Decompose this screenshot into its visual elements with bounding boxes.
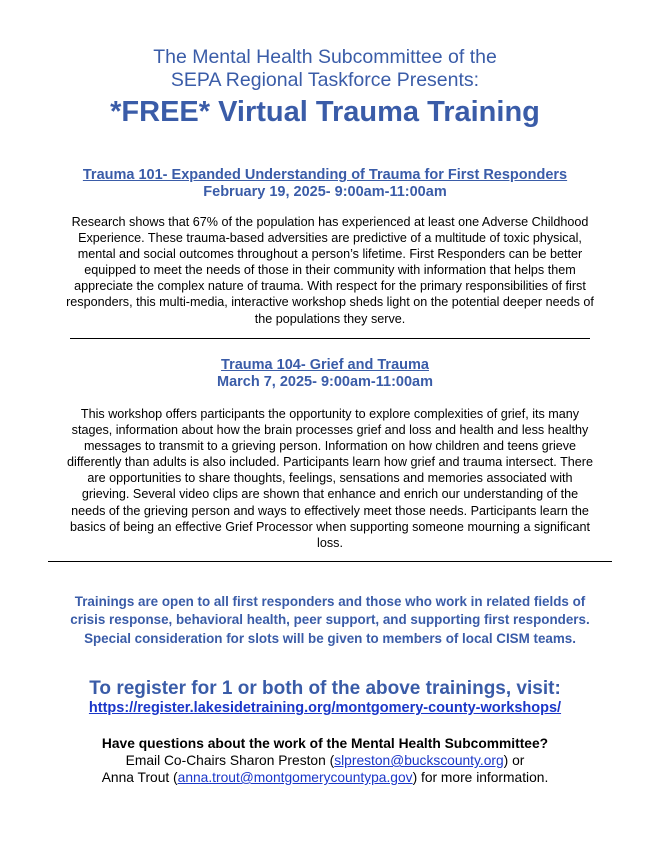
training2-desc-line: basics of being an effective Grief Processor when supporting someone mourning a significant xyxy=(70,519,590,534)
email-link-anna[interactable]: anna.trout@montgomerycountypa.gov xyxy=(177,770,413,785)
training1-description xyxy=(50,214,610,327)
flyer-title: *FREE* Virtual Trauma Training xyxy=(110,96,540,128)
training1-desc-line: the populations they serve. xyxy=(254,311,406,326)
contact-line2-suffix: ) for more information. xyxy=(412,770,549,785)
training2-title-link[interactable]: Trauma 104- Grief and Trauma xyxy=(221,357,429,373)
flyer-header xyxy=(0,46,650,92)
contact-heading: Have questions about the work of the Mental Health Subcommittee? xyxy=(101,736,549,751)
training2-desc-line: grieving. Several video clips are shown that enhance and enrich our understanding of the xyxy=(81,487,579,502)
training1-date: February 19, 2025- 9:00am-11:00am xyxy=(203,184,447,200)
contact-line-2 xyxy=(0,769,650,786)
training2-desc-line: differently than adults is also included. Participants learn how grief and trauma intersect. There xyxy=(67,455,593,470)
email-link-sharon[interactable]: slpreston@buckscounty.org xyxy=(334,753,504,768)
training1-desc-line: responders, this multi-media, interactive workshop sheds light on the potential deeper needs of xyxy=(66,295,594,310)
training1-desc-line: appreciate the complex nature of trauma. With respect for the primary responsibilities of first xyxy=(74,279,586,294)
training2-date: March 7, 2025- 9:00am-11:00am xyxy=(216,374,434,390)
register-heading: To register for 1 or both of the above trainings, visit: xyxy=(89,678,561,699)
training1-desc-line: equipped to meet the needs of those in their community with information that helps them xyxy=(84,263,576,278)
training2-desc-line: stages, information about how the brain processes grief and loss and health and less healthy xyxy=(71,423,589,438)
header-line-1: The Mental Health Subcommittee of the xyxy=(153,46,497,68)
training1-desc-line: Research shows that 67% of the population has experienced at least one Adverse Childhood xyxy=(71,215,589,229)
training2-description xyxy=(50,406,610,551)
training1-title-link[interactable]: Trauma 101- Expanded Understanding of Trauma for First Responders xyxy=(82,167,568,183)
contact-line1-suffix: ) or xyxy=(503,753,525,768)
register-url-link[interactable]: https://register.lakesidetraining.org/montgomery-county-workshops/ xyxy=(88,700,562,716)
eligibility-line: Trainings are open to all first responders and those who work in related fields of xyxy=(74,594,586,609)
training1-desc-line: mental and social outcomes throughout a person’s lifetime. First Responders can be better xyxy=(77,247,583,262)
section-divider xyxy=(48,561,612,562)
eligibility-line: Special consideration for slots will be given to members of local CISM teams. xyxy=(84,630,576,646)
training2-desc-line: This workshop offers participants the opportunity to explore complexities of grief, its many xyxy=(80,407,580,421)
training2-desc-line: messages to transmit to a grieving person. Information on how children and teens grieve xyxy=(83,439,577,454)
training1-title-wrap xyxy=(0,167,650,184)
training1-desc-line: Experience. These trauma-based adversities are predictive of a multitude of toxic physical, xyxy=(78,231,582,246)
contact-line1-prefix: Email Co-Chairs Sharon Preston ( xyxy=(125,753,335,768)
contact-line2-prefix: Anna Trout ( xyxy=(101,770,178,785)
training2-title-wrap xyxy=(0,357,650,374)
register-url-wrap xyxy=(0,700,650,717)
eligibility-note xyxy=(40,593,620,648)
training2-desc-line: loss. xyxy=(317,535,343,550)
header-line-2: SEPA Regional Taskforce Presents: xyxy=(170,69,480,91)
training2-desc-line: needs of the grieving person and ways to effectively meet those needs. Participants learn the xyxy=(71,503,589,518)
contact-line-1 xyxy=(0,752,650,769)
training2-desc-line: are opportunities to share thoughts, feelings, sensations and memories associated with xyxy=(87,471,573,486)
eligibility-line: crisis response, behavioral health, peer support, and supporting first responders. xyxy=(70,612,590,628)
section-divider xyxy=(70,338,590,339)
